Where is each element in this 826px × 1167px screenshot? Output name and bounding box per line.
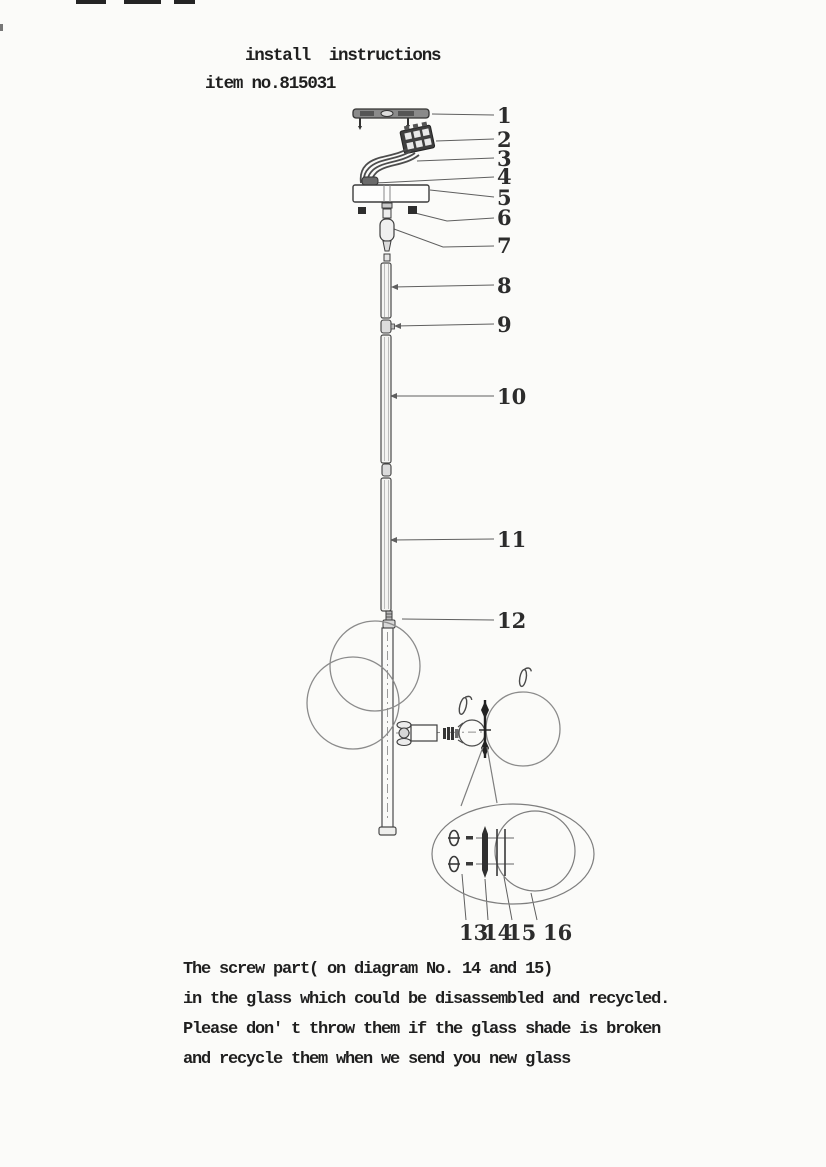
part-label-16: 16 (543, 920, 573, 945)
callout-bubble (432, 747, 594, 904)
page-title: install instructions (245, 46, 441, 66)
part-label-9: 9 (497, 312, 512, 337)
rod-coupler-lower (382, 464, 391, 476)
thumb-screw-left (458, 695, 473, 716)
bubble-detail (448, 826, 514, 878)
part-label-1: 1 (497, 103, 512, 128)
part-label-7: 7 (497, 233, 512, 258)
part-label-5: 5 (497, 185, 512, 210)
part-label-6: 6 (497, 205, 512, 230)
rod-section-middle (381, 335, 391, 463)
center-stem (379, 628, 396, 835)
part-label-2: 2 (497, 127, 512, 152)
rod-section-lower (381, 478, 391, 611)
part-label-11: 11 (497, 527, 527, 552)
rod-section-upper (381, 263, 391, 318)
arm-assembly (396, 720, 485, 746)
glass-shade-right (479, 692, 560, 766)
footer-note-line-4: and recycle them when we send you new glass (183, 1050, 571, 1069)
footer-note-line-2: in the glass which could be disassembled and recycled. (183, 990, 670, 1009)
leader-lines (375, 114, 537, 920)
footer-note-line-3: Please don' t throw them if the glass shade is broken (183, 1020, 661, 1039)
part-label-12: 12 (497, 608, 527, 633)
item-number: item no.815031 (205, 74, 336, 94)
part-label-10: 10 (497, 384, 527, 409)
rod-coupler-upper (381, 320, 395, 333)
part-label-8: 8 (497, 273, 512, 298)
part-label-15: 15 (507, 920, 537, 945)
ceiling-canopy (353, 185, 429, 202)
part-label-4: 4 (497, 164, 512, 189)
part-label-14: 14 (483, 920, 513, 945)
part-label-13: 13 (459, 920, 489, 945)
footer-note-line-1: The screw part( on diagram No. 14 and 15) (183, 960, 553, 979)
leader-arrowheads (390, 284, 401, 543)
scan-artifacts (0, 0, 195, 31)
cord-grip (362, 177, 378, 185)
part-label-3: 3 (497, 146, 512, 171)
thumb-screw-right (518, 667, 531, 688)
swivel-connector (380, 203, 394, 261)
terminal-block (399, 121, 435, 154)
